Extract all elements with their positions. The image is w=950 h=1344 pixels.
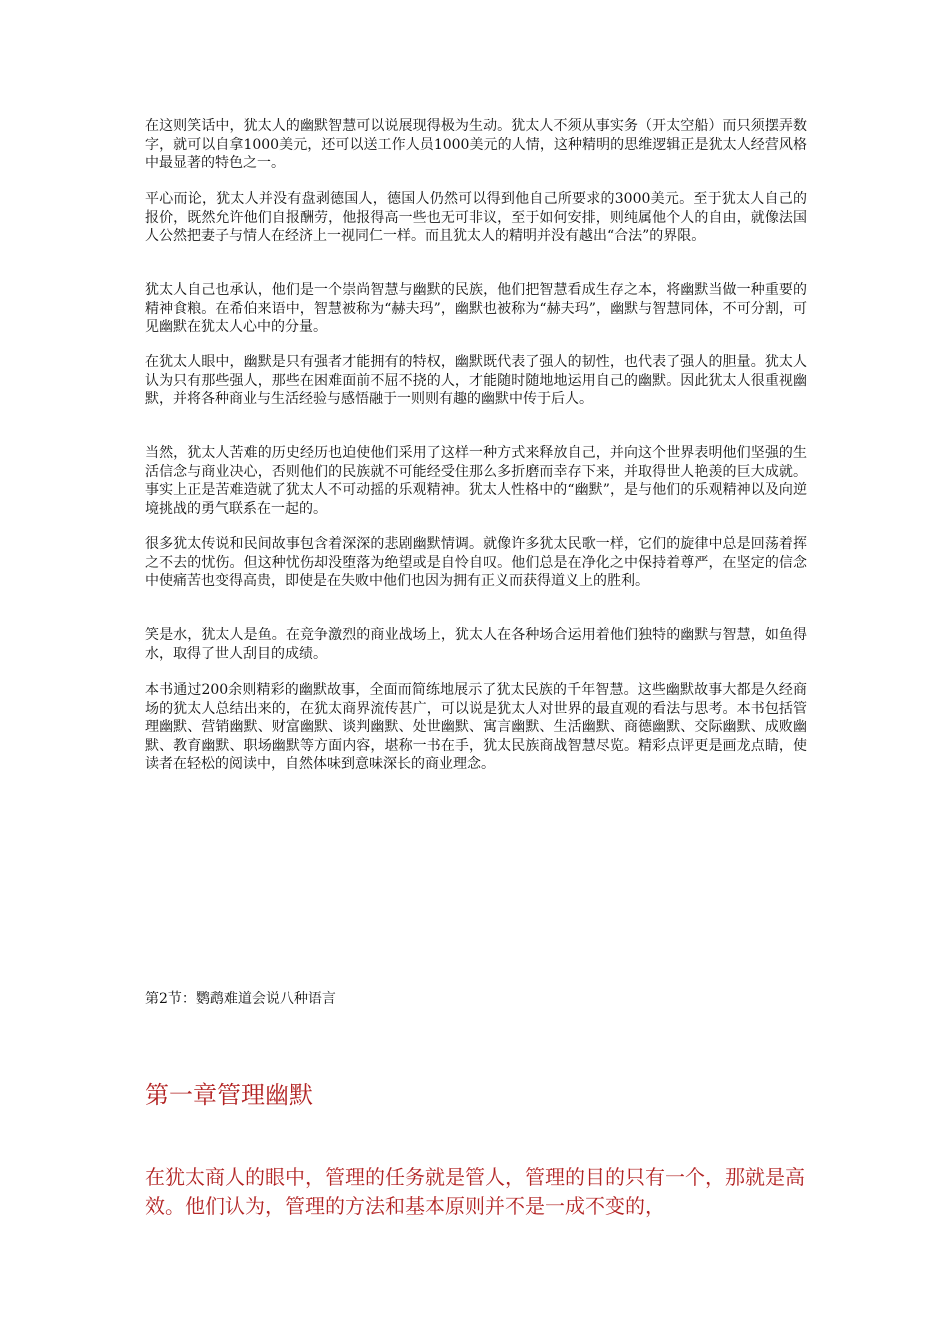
section-heading: 第2节：鹦鹉难道会说八种语言 [145, 991, 336, 1007]
chapter-intro: 在犹太商人的眼中，管理的任务就是管人，管理的目的只有一个，那就是高效。他们认为，管理的方法和基本原则并不是一成不变的， [145, 1165, 805, 1218]
paragraph-8: 本书通过200余则精彩的幽默故事，全面而简练地展示了犹太民族的千年智慧。这些幽默故事大都是久经商场的犹太人总结出来的，在犹太商界流传甚广，可以说是犹太人对世界的最直观的看法与思考。本书包括管理幽默、营销幽默、财富幽默、谈判幽默、处世幽默、寓言幽默、生活幽默、商德幽默、交际幽默、成败幽默、教育幽默、职场幽默等方面内容，堪称一书在手，犹太民族商战智慧尽览。精彩点评更是画龙点睛，使读者在轻松的阅读中，自然体味到意味深长的商业理念。 [145, 682, 807, 772]
paragraph-1: 在这则笑话中，犹太人的幽默智慧可以说展现得极为生动。犹太人不须从事实务（开太空船）而只须摆弄数字，就可以自拿1000美元，还可以送工作人员1000美元的人情，这种精明的思维逻辑正是犹太人经营风格中最显著的特色之一。 [145, 118, 807, 171]
paragraph-3: 犹太人自己也承认，他们是一个崇尚智慧与幽默的民族，他们把智慧看成生存之本，将幽默当做一种重要的精神食粮。在希伯来语中，智慧被称为“赫夫玛”，幽默也被称为“赫夫玛”，幽默与智慧同体，不可分割，可见幽默在犹太人心中的分量。 [145, 282, 807, 335]
paragraph-5: 当然，犹太人苦难的历史经历也迫使他们采用了这样一种方式来释放自己，并向这个世界表明他们坚强的生活信念与商业决心，否则他们的民族就不可能经受住那么多折磨而幸存下来，并取得世人艳羡的巨大成就。事实上正是苦难造就了犹太人不可动摇的乐观精神。犹太人性格中的“幽默”，是与他们的乐观精神以及向逆境挑战的勇气联系在一起的。 [145, 445, 807, 517]
paragraph-2: 平心而论，犹太人并没有盘剥德国人，德国人仍然可以得到他自己所要求的3000美元。至于犹太人自己的报价，既然允许他们自报酬劳，他报得高一些也无可非议，至于如何安排，则纯属他个人的自由，就像法国人公然把妻子与情人在经济上一视同仁一样。而且犹太人的精明并没有越出“合法”的界限。 [145, 191, 807, 244]
paragraph-7: 笑是水，犹太人是鱼。在竞争激烈的商业战场上，犹太人在各种场合运用着他们独特的幽默与智慧，如鱼得水，取得了世人刮目的成绩。 [145, 627, 807, 662]
chapter-title: 第一章管理幽默 [145, 1081, 313, 1109]
paragraph-6: 很多犹太传说和民间故事包含着深深的悲剧幽默情调。就像许多犹太民歌一样，它们的旋律中总是回荡着挥之不去的忧伤。但这种忧伤却没堕落为绝望或是自怜自叹。他们总是在净化之中保持着尊严，在坚定的信念中使痛苦也变得高贵，即使是在失败中他们也因为拥有正义而获得道义上的胜利。 [145, 536, 807, 589]
paragraph-4: 在犹太人眼中，幽默是只有强者才能拥有的特权，幽默既代表了强人的韧性，也代表了强人的胆量。犹太人认为只有那些强人，那些在困难面前不屈不挠的人，才能随时随地地运用自己的幽默。因此犹太人很重视幽默，并将各种商业与生活经验与感悟融于一则则有趣的幽默中传于后人。 [145, 354, 807, 407]
